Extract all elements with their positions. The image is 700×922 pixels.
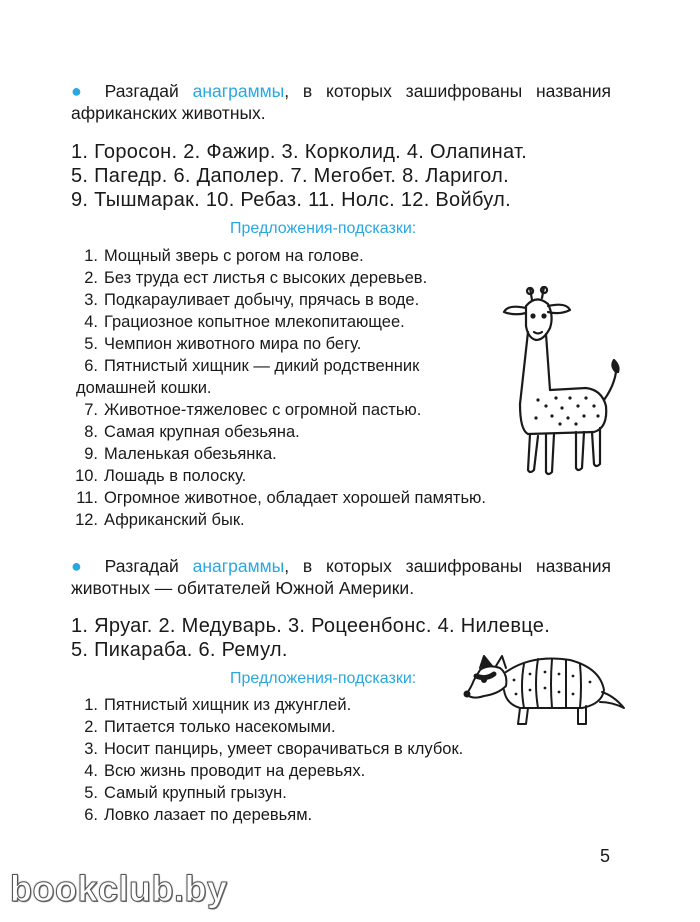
hint-number: 3. xyxy=(84,740,98,758)
hint-number: 1. xyxy=(84,696,98,714)
anagram-list-african xyxy=(71,140,527,212)
hints-title-african: Предложения-подсказки: xyxy=(230,220,417,237)
hint-text: Подкарауливает добычу, прячась в воде. xyxy=(104,291,420,309)
intro-text-end: , в которых зашифрованы названия животных — обитателей Южной Америки. xyxy=(71,556,611,598)
task-intro-african xyxy=(71,80,611,124)
hint-text: Грациозное копытное млекопитающее. xyxy=(104,313,405,331)
hint-number: 2. xyxy=(84,718,98,736)
hint-item xyxy=(72,804,463,826)
giraffe-icon xyxy=(490,282,630,482)
watermark: bookclub.by xyxy=(10,868,228,909)
hint-number: 4. xyxy=(84,762,98,780)
anagram-line: 1. Яруаг. 2. Медуварь. 3. Роцеенбонс. 4. Нилевце. xyxy=(71,615,551,637)
hint-item xyxy=(72,333,486,355)
hint-number: 6. xyxy=(84,357,98,375)
hint-item xyxy=(72,716,463,738)
hint-text: Пятнистый хищник — дикий родственник xyxy=(104,357,420,375)
hints-title-south-america: Предложения-подсказки: xyxy=(230,670,417,687)
hint-item xyxy=(72,694,463,716)
page-number: 5 xyxy=(600,846,611,866)
hint-number: 4. xyxy=(84,313,98,331)
hint-item xyxy=(72,509,486,531)
hint-text: Животное-тяжеловес с огромной пастью. xyxy=(104,401,422,419)
anagram-line: 5. Пагедр. 6. Даполер. 7. Мегобет. 8. Ларигол. xyxy=(71,165,509,187)
hint-number: 7. xyxy=(84,401,98,419)
intro-text-start: Разгадай xyxy=(104,81,179,101)
hint-item xyxy=(72,465,486,487)
hints-list-south-america xyxy=(72,694,463,826)
task-intro-south-america xyxy=(71,555,611,599)
armadillo-icon xyxy=(462,650,627,730)
hint-text: Всю жизнь проводит на деревьях. xyxy=(104,762,366,780)
hint-text: Чемпион животного мира по бегу. xyxy=(104,335,362,353)
hint-text: Огромное животное, обладает хорошей памятью. xyxy=(104,489,487,507)
hint-item xyxy=(72,738,463,760)
hint-number: 8. xyxy=(84,423,98,441)
hint-item xyxy=(72,311,486,333)
hint-item xyxy=(72,399,486,421)
hint-number: 5. xyxy=(84,335,98,353)
hint-number: 2. xyxy=(84,269,98,287)
hint-text: Питается только насекомыми. xyxy=(104,718,336,736)
hint-number: 10. xyxy=(75,467,98,485)
hint-text: Самая крупная обезьяна. xyxy=(104,423,300,441)
bullet-icon: ● xyxy=(71,81,91,101)
hint-number: 11. xyxy=(76,489,98,507)
hint-number: 9. xyxy=(84,445,98,463)
hint-item xyxy=(72,487,486,509)
intro-accent-word: анаграммы xyxy=(192,556,285,576)
intro-text-start: Разгадай xyxy=(104,556,179,576)
anagram-line: 5. Пикараба. 6. Ремул. xyxy=(71,639,288,661)
anagram-line: 9. Тышмарак. 10. Ребаз. 11. Нолс. 12. Войбул. xyxy=(71,189,511,211)
hint-text: Африканский бык. xyxy=(104,511,245,529)
hint-text: Пятнистый хищник из джунглей. xyxy=(104,696,352,714)
hint-item xyxy=(72,782,463,804)
hint-number: 12. xyxy=(75,511,98,529)
hint-number: 1. xyxy=(84,247,98,265)
hint-text: Носит панцирь, умеет сворачиваться в клубок. xyxy=(104,740,464,758)
bullet-icon: ● xyxy=(71,556,91,576)
hint-item xyxy=(72,355,486,377)
hint-item xyxy=(72,267,486,289)
hint-item xyxy=(72,289,486,311)
intro-accent-word: анаграммы xyxy=(192,81,285,101)
intro-text-end: , в которых зашифрованы названия африканских животных. xyxy=(71,81,611,123)
hint-text: Лошадь в полоску. xyxy=(104,467,247,485)
hint-text: Маленькая обезьянка. xyxy=(104,445,277,463)
hint-number: 3. xyxy=(84,291,98,309)
hint-text: Мощный зверь с рогом на голове. xyxy=(104,247,364,265)
hint-number: 5. xyxy=(84,784,98,802)
hint-text: Ловко лазает по деревьям. xyxy=(104,806,313,824)
hint-number: 6. xyxy=(84,806,98,824)
hint-item xyxy=(72,443,486,465)
hint-item xyxy=(72,760,463,782)
anagram-line: 1. Горосон. 2. Фажир. 3. Корколид. 4. Олапинат. xyxy=(71,141,528,163)
hint-text: Самый крупный грызун. xyxy=(104,784,287,802)
hint-text: Без труда ест листья с высоких деревьев. xyxy=(104,269,428,287)
hint-item xyxy=(72,245,486,267)
hint-continuation: домашней кошки. xyxy=(76,379,212,397)
hints-list-african xyxy=(72,245,486,531)
hint-item xyxy=(72,421,486,443)
